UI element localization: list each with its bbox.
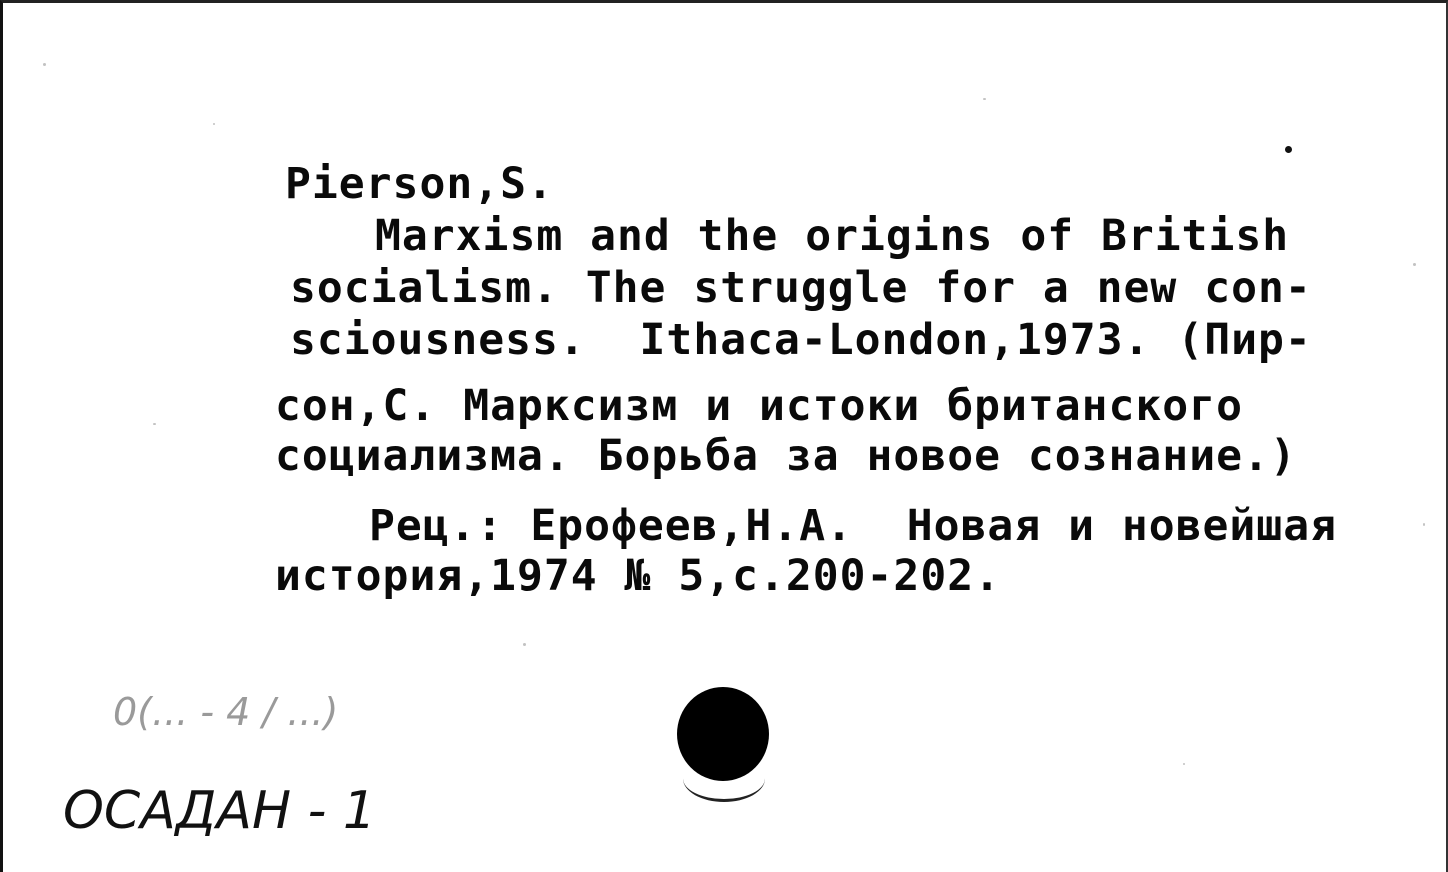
title-line-4: сон,С. Марксизм и истоки британского [275, 381, 1243, 431]
title-line-5: социализма. Борьба за новое сознание.) [275, 431, 1297, 481]
faint-stamp: 0(... - 4 / ...) [113, 690, 339, 734]
review-line-2: история,1974 № 5,с.200-202. [275, 551, 1001, 601]
ink-dot [1285, 146, 1292, 153]
title-line-2: socialism. The struggle for a new con- [290, 263, 1312, 313]
title-line-3: sciousness. Ithaca-London,1973. (Пир- [290, 315, 1312, 365]
handwritten-shelf-code: ОСАДАН - 1 [63, 781, 377, 841]
review-line-1: Рец.: Ерофеев,Н.А. Новая и новейшая [369, 501, 1337, 551]
title-line-1: Marxism and the origins of British [375, 211, 1290, 261]
punch-hole-shadow [683, 755, 765, 802]
author-heading: Pierson,S. [285, 159, 554, 209]
